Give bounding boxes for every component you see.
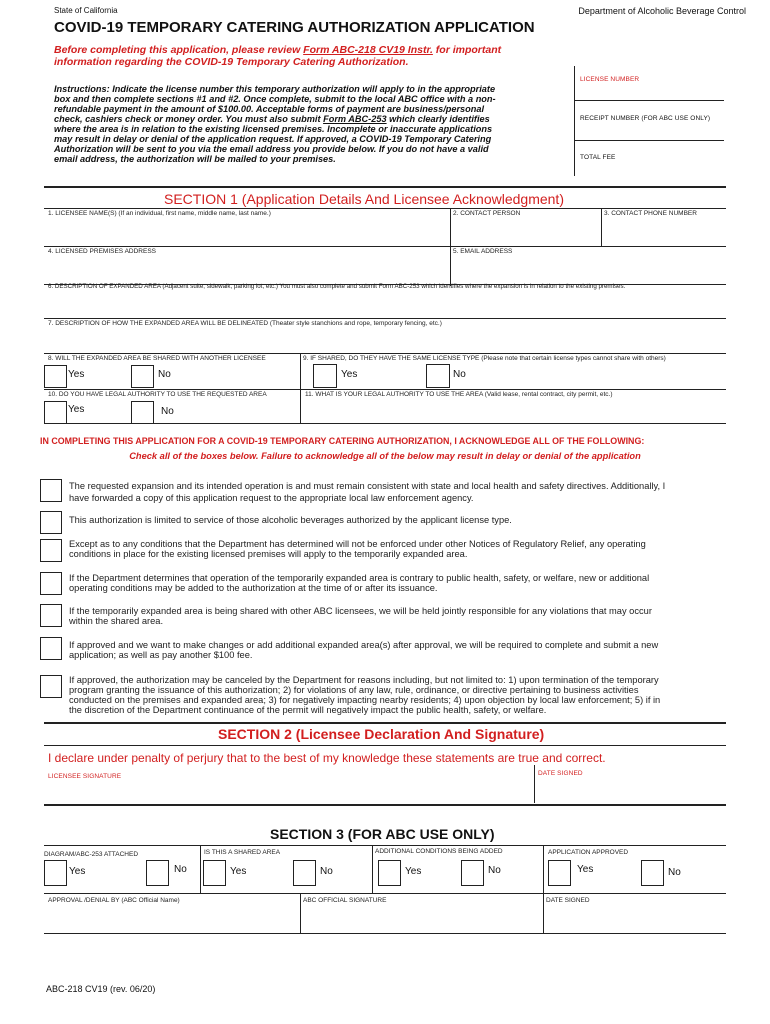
s3-diagram-yes-checkbox[interactable] (44, 860, 67, 886)
s3-approved-yes-checkbox[interactable] (548, 860, 571, 886)
ack-text-1: The requested expansion and its intended operation is and must remain consistent with state and local health and safety directives. Additionally, I have forwarded a copy of this application request to the appropriate local law enforcement agency. (69, 481, 666, 503)
application-approved-label: APPLICATION APPROVED (548, 849, 629, 856)
ack-checkbox-4[interactable] (40, 572, 62, 595)
q10-no-checkbox[interactable] (131, 401, 154, 424)
contact-phone-label: 3. CONTACT PHONE NUMBER (604, 210, 697, 217)
ack-checkbox-2[interactable] (40, 511, 62, 534)
s3-conditions-no-label: No (488, 865, 501, 876)
license-number-field[interactable] (574, 100, 724, 101)
s3-diagram-no-label: No (174, 864, 187, 875)
q8-yes-checkbox[interactable] (44, 365, 67, 388)
shared-area-abc-label: IS THIS A SHARED AREA (204, 849, 281, 856)
q9-no-checkbox[interactable] (426, 364, 450, 388)
ack-text-5: If the temporarily expanded area is being shared with other ABC licensees, we will be held jointly responsible for any violations that may occur within the shared area. (69, 606, 652, 626)
q9-yes-label: Yes (341, 369, 358, 380)
contact-person-label: 2. CONTACT PERSON (453, 210, 521, 217)
diagram-attached-label: DIAGRAM/ABC-253 ATTACHED (44, 851, 139, 858)
state-label: State of California (54, 6, 118, 15)
expanded-area-label: 6. DESCRIPTION OF EXPANDED AREA (Adjacent suite, sidewalk, parking lot, etc.) You must also complete and submit Form ABC-253 which identifies where the expansion is in relation to the existing premises. (48, 283, 626, 290)
receipt-number-label: RECEIPT NUMBER (FOR ABC USE ONLY) (580, 115, 711, 122)
s3-conditions-no-checkbox[interactable] (461, 860, 484, 886)
department-label: Department of Alcoholic Beverage Control (578, 6, 746, 16)
q10-yes-label: Yes (68, 404, 85, 415)
instructions-text: Instructions: Indicate the license number this temporary authorization will apply to in the appropriate box and then complete sections #1 and #2. Once complete, submit to the local ABC office with a non- refundable payment in the amount of $100.00. Acceptable forms of payment are business/personal check, cashiers check or money order. You must also submit Form ABC-253 which clearly identifies where the area is in relation to the existing licensed premises. Incomplete or inaccurate applications may result in delay or denial of the application request. If approved, a COVID-19 Temporary Catering Authorization will be sent to you via the email address you provide below. If you do not have a valid email address, the authorization will be mailed to your premises. (54, 84, 496, 164)
licensee-name-field[interactable] (44, 220, 450, 246)
s3-approved-no-label: No (668, 867, 681, 878)
section3-heading: SECTION 3 (FOR ABC USE ONLY) (270, 826, 495, 842)
q10-no-label: No (161, 406, 174, 417)
q9-no-label: No (453, 369, 466, 380)
same-license-label: 9. IF SHARED, DO THEY HAVE THE SAME LICENSE TYPE (Please note that certain license types cannot share with others) (303, 355, 666, 362)
additional-conditions-label: ADDITIONAL CONDITIONS BEING ADDED (375, 848, 503, 855)
q9-yes-checkbox[interactable] (313, 364, 337, 388)
q8-yes-label: Yes (68, 369, 85, 380)
licensee-signature-field[interactable] (44, 780, 534, 802)
ack-text-2: This authorization is limited to service of those alcoholic beverages authorized by the applicant license type. (69, 515, 512, 525)
ack-checkbox-1[interactable] (40, 479, 62, 502)
email-address-label: 5. EMAIL ADDRESS (453, 248, 513, 255)
ack-text-4: If the Department determines that operation of the temporarily expanded area is contrary to public health, safety, or welfare, new or additional operating conditions may be added to the authorization at the time of or after its issuance. (69, 573, 650, 593)
licensee-signature-label: LICENSEE SIGNATURE (48, 773, 122, 780)
form-id-footer: ABC-218 CV19 (rev. 06/20) (46, 984, 156, 994)
s3-approved-yes-label: Yes (577, 864, 594, 875)
premises-address-label: 4. LICENSED PREMISES ADDRESS (48, 248, 157, 255)
s3-conditions-yes-label: Yes (405, 866, 422, 877)
ack-text-7: If approved, the authorization may be canceled by the Department for reasons including, but not limited to: 1) upon termination of the temporary program granting the issuance of this authorization; 2) for violations of any law, rule, ordinance, or directive pertaining to business activities conducted on the premises and expanded area; 3) for negatively impacting nearby residents; 4) upon objection by local law enforcement; 5) if in the discretion of the Department continuance of the permit will negatively impact the public health, safety, or welfare. (69, 675, 661, 715)
q10-yes-checkbox[interactable] (44, 401, 67, 424)
s3-conditions-yes-checkbox[interactable] (378, 860, 401, 886)
intro-notice: Before completing this application, please review Form ABC-218 CV19 Instr. for important information regarding the COVID-19 Temporary Catering Authorization. (54, 44, 502, 68)
s3-shared-yes-label: Yes (230, 866, 247, 877)
instructions-form-link[interactable]: Form ABC-218 CV19 Instr. (303, 44, 433, 56)
license-number-label: LICENSE NUMBER (580, 76, 640, 83)
date-signed-label: DATE SIGNED (538, 770, 583, 777)
s3-shared-no-checkbox[interactable] (293, 860, 316, 886)
licensee-name-label: 1. LICENSEE NAME(S) (If an individual, first name, middle name, last name.) (48, 210, 271, 217)
section1-heading: SECTION 1 (Application Details And Licensee Acknowledgment) (164, 191, 564, 207)
q8-no-checkbox[interactable] (131, 365, 154, 388)
q8-no-label: No (158, 369, 171, 380)
ack-text-3: Except as to any conditions that the Department has determined will not be enforced under other Notices of Regulatory Relief, any operating conditions in place for the existing licensed premises will apply to the temporarily expanded area. (69, 539, 646, 559)
abc-official-signature-label: ABC OFFICIAL SIGNATURE (303, 897, 387, 904)
s3-approved-no-checkbox[interactable] (641, 860, 664, 886)
ack-checkbox-3[interactable] (40, 539, 62, 562)
abc-date-signed-label: DATE SIGNED (546, 897, 590, 904)
delineation-label: 7. DESCRIPTION OF HOW THE EXPANDED AREA WILL BE DELINEATED (Theater style stanchions and rope, temporary fencing, etc.) (48, 320, 442, 327)
s3-shared-no-label: No (320, 866, 333, 877)
ack-checkbox-7[interactable] (40, 675, 62, 698)
s3-diagram-no-checkbox[interactable] (146, 860, 169, 886)
section2-heading: SECTION 2 (Licensee Declaration And Signature) (218, 726, 545, 742)
approval-by-label: APPROVAL /DENIAL BY (ABC Official Name) (48, 897, 180, 904)
ack-subheading: Check all of the boxes below. Failure to acknowledge all of the below may result in delay or denial of the application (129, 451, 641, 461)
ack-checkbox-6[interactable] (40, 637, 62, 660)
form-abc253-link[interactable]: Form ABC-253 (323, 114, 387, 124)
ack-checkbox-5[interactable] (40, 604, 62, 627)
s3-diagram-yes-label: Yes (69, 866, 86, 877)
legal-authority-label: 10. DO YOU HAVE LEGAL AUTHORITY TO USE THE REQUESTED AREA (48, 391, 267, 398)
ack-heading: IN COMPLETING THIS APPLICATION FOR A COVID-19 TEMPORARY CATERING AUTHORIZATION, I ACKNOWLEDGE ALL OF THE FOLLOWING: (40, 436, 645, 446)
date-signed-field[interactable] (535, 780, 725, 802)
form-title: COVID-19 TEMPORARY CATERING AUTHORIZATION APPLICATION (54, 19, 535, 36)
declaration-text: I declare under penalty of perjury that to the best of my knowledge these statements are true and correct. (48, 751, 606, 765)
shared-area-label: 8. WILL THE EXPANDED AREA BE SHARED WITH ANOTHER LICENSEE (48, 355, 266, 362)
total-fee-label: TOTAL FEE (580, 154, 616, 161)
legal-authority-type-label: 11. WHAT IS YOUR LEGAL AUTHORITY TO USE THE AREA (Valid lease, rental contract, city permit, etc.) (305, 391, 613, 398)
s3-shared-yes-checkbox[interactable] (203, 860, 226, 886)
ack-text-6: If approved and we want to make changes or add additional expanded area(s) after approval, we will be required to complete and submit a new application; as well as pay another $100 fee. (69, 640, 659, 660)
